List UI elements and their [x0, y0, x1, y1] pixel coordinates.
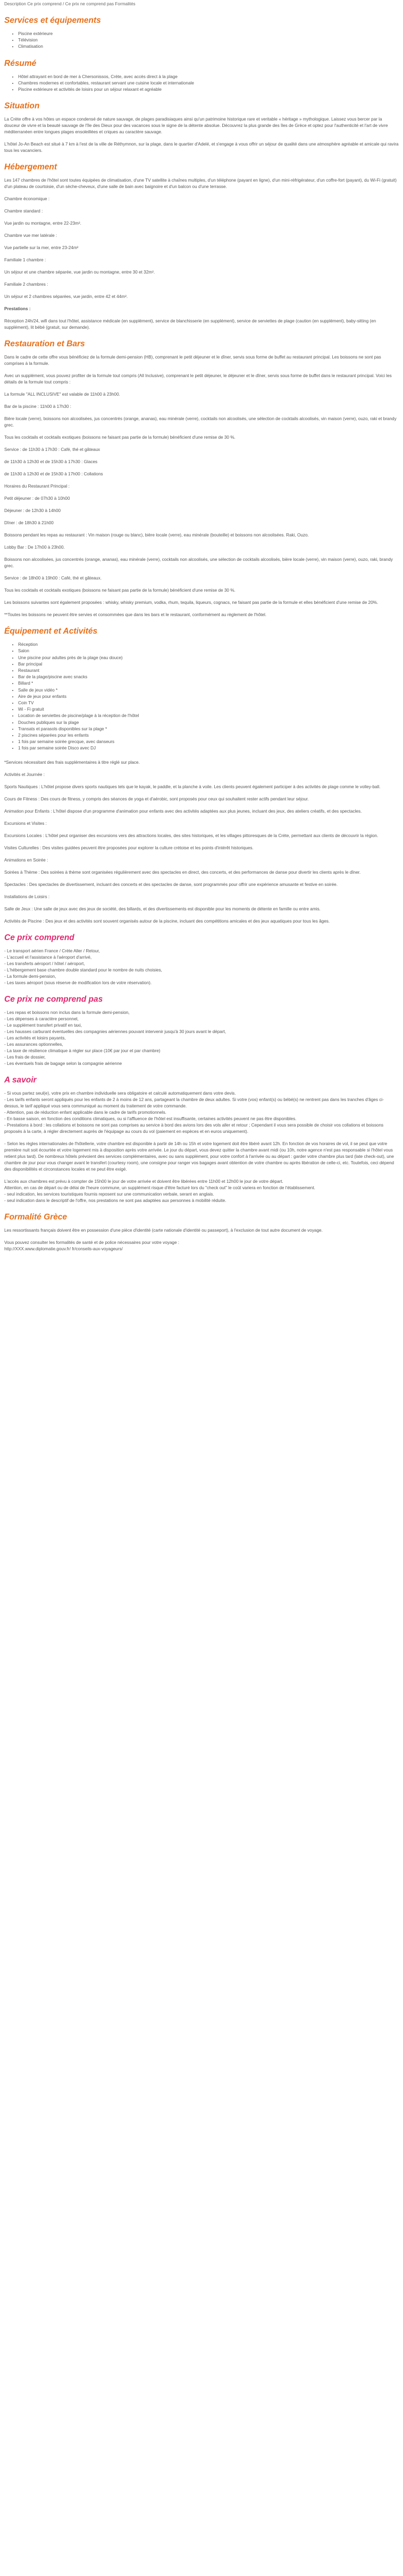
resume-list [4, 74, 399, 93]
list-item: • Restaurant [18, 668, 399, 674]
list-item: • Salon [18, 648, 399, 654]
paragraph: L'accès aux chambres est prévu à compter de 15h00 le jour de votre arrivée et doivent être libérées entre 11h00 et 12h00 le jour de votre départ. Attention, en cas de départ ou de délai de l'heure commune, un supplément risque d'être facturé lors du "check out" le coût variera en fonction de l'établissement. - seul indication, les services touristiques fournis reposent sur une communication verbale, serant en anglais. - seul indication dans le descriptif de l'offre, nos prestations ne sont pas adaptées aux personnes à mobilité réduite. [4, 1179, 315, 1203]
paragraph: - Selon les règles internationales de l'hôtellerie, votre chambre est disponible à partir de 14h ou 15h et votre logement doit être libéré avant 12h. En fonction de vos horaires de vol, il se peut que votre première nuit soit écourtée et votre logement mis à disposition après votre arrivée. Le jour du départ, vous devez quitter la chambre avant midi (ou 10h, notre agence n'est pas responsable si l'hôtel vous retient plus tard). De nombreux hôtels prévoient des services complémentaires, avec ou sans supplément, pour votre confort à l'arrivée ou au départ : garder votre chambre plus tard (late check-out), une chambre de jour pour vous changer avant le transfert (courtesy room), une consigne pour ranger vos bagages avant obtention de votre chambre ou après libération de celle-ci, etc. Toutefois, ceci dépend des disponibilités et circonstances locales et ne peut être exigé. [4, 1141, 394, 1172]
paragraph: Réception 24h/24, wifi dans tout l'hôtel, assistance médicale (en supplément), service de blanchisserie (en supplément), service de serviettes de plage (caution (en supplément), baby-sitting (en supplément), lit bébé (gratuit, sur demande). [4, 319, 376, 330]
services-title: Services et équipements [4, 16, 101, 25]
paragraph: Service : de 18h00 à 19h00 : Café, thé et gâteaux. [4, 576, 102, 581]
paragraph: La formule "ALL INCLUSIVE" est valable de 11h00 à 23h00. [4, 392, 120, 397]
comprend-title: Ce prix comprend [4, 933, 74, 942]
list-item: • Piscine extérieure et activités de loisirs pour un séjour relaxant et agréable [18, 87, 399, 93]
paragraph: Bar de la piscine : 11h00 à 17h30 : [4, 404, 71, 410]
paragraph: Tous les cocktails et cocktails exotiques (boissons ne faisant pas partie de la formule) bénéficient d'une remise de 30 %. [4, 435, 236, 440]
paragraph: Animations en Soirée : [4, 857, 48, 863]
list-item: • Coin TV [18, 700, 399, 706]
paragraph: Les 147 chambres de l'hôtel sont toutes équipées de climatisation, d'une TV satellite à chaînes multiples, d'un téléphone (payant en ligne), d'un mini-réfrigérateur, d'un coffre-fort (payant), du Wi-Fi (gratuit) d'un plateau de courtoisie, d'un sèche-cheveux, d'une salle de bain avec baignoire et d'un balcon ou d'une terrasse. [4, 178, 397, 190]
line: - Les frais de dossier, [4, 1054, 46, 1060]
list-item: • Wi - Fi gratuit [18, 706, 399, 713]
list-item: • 1 fois par semaine soirée grecque, avec danseurs [18, 739, 399, 745]
paragraph: de 11h30 à 12h30 et de 15h30 à 17h30 : Glaces [4, 459, 98, 465]
restauration-title: Restauration et Bars [4, 339, 85, 349]
list-item: • Une piscine pour adultes près de la plage (eau douce) [18, 655, 399, 661]
list-item: • Télévision [18, 37, 399, 44]
paragraph: Familiale 1 chambre : [4, 258, 46, 263]
list-item: • Bar principal [18, 661, 399, 668]
breadcrumb: Description Ce prix comprend / Ce prix ne comprend pas Formalités [4, 2, 136, 6]
list-item: • Location de serviettes de piscine/plage à la réception de l'hôtel [18, 713, 399, 719]
paragraph: Visites Culturelles : Des visites guidées peuvent être proposées pour explorer la culture crétoise et les points d'intérêt historiques. [4, 845, 254, 850]
resume-title: Résumé [4, 58, 37, 68]
paragraph: Petit déjeuner : de 07h30 à 10h00 [4, 496, 70, 501]
list-item: • Billard * [18, 680, 399, 687]
paragraph: Boissons pendant les repas au restaurant : Vin maison (rouge ou blanc), bière locale (verre), eau minérale (bouteille) et boissons non alcoolisées. Raki, Ouzo. [4, 533, 309, 538]
paragraph: Cours de Fitness : Des cours de fitness, y compris des séances de yoga et d'aérobic, sont proposés pour ceux qui souhaitent rester actifs pendant leur séjour. [4, 796, 309, 801]
list-item: • Climatisation [18, 44, 399, 50]
line: - Les repas et boissons non inclus dans la formule demi-pension, [4, 1010, 130, 1015]
paragraph: Dîner : de 18h30 à 21h00 [4, 521, 54, 526]
paragraph: Prestations : [4, 306, 31, 312]
list-item: • Chambres modernes et confortables, restaurant servant une cuisine locale et internationale [18, 80, 399, 87]
paragraph: Chambre standard : [4, 209, 43, 214]
line: - Les taxes aéroport (sous réserve de modification lors de votre réservation). [4, 980, 152, 985]
paragraph: Horaires du Restaurant Principal : [4, 484, 70, 489]
line: - Les assurances optionnelles, [4, 1042, 63, 1047]
line: - La taxe de résilience climatique à régler sur place (10€ par jour et par chambre) [4, 1048, 161, 1053]
list-item: • Hôtel attrayant en bord de mer à Chersonissos, Crète, avec accès direct à la plage [18, 74, 399, 80]
paragraph: de 11h30 à 12h30 et de 15h30 à 17h00 : Collations [4, 472, 103, 477]
paragraph: Tous les cocktails et cocktails exotiques (boissons ne faisant pas partie de la formule) bénéficient d'une remise de 30 %. [4, 588, 236, 593]
paragraph: Les boissons suivantes sont également proposées : whisky, whisky premium, vodka, rhum, tequila, liqueurs, cognacs, ne faisant pas partie de la formule et elles bénéficient d'une remise de 20%. [4, 600, 379, 605]
hebergement-title: Hébergement [4, 163, 57, 172]
paragraph: Boissons non alcoolisées, jus concentrés (orange, ananas), eau minérale (verre), cocktails non alcoolisés, une sélection de cocktails alcoolisés, bière locale (verre), vin maison (verre), ouzo, raki, brandy grec. [4, 557, 393, 569]
paragraph: Excursions et Visites : [4, 821, 47, 826]
line: - Les transferts aéroport / hôtel / aéroport, [4, 961, 85, 966]
paragraph: Lobby Bar : De 17h00 à 23h00. [4, 545, 65, 550]
paragraph: Service : de 11h30 à 17h30 : Café, thé et gâteaux [4, 447, 100, 453]
paragraph: Dans le cadre de cette offre vous bénéficiez de la formule demi-pension (HB), comprenant le petit déjeuner et le dîner, servis sous forme de buffet au restaurant principal. Les boissons ne sont pas comprises à la formule. [4, 355, 381, 366]
services-list [4, 31, 399, 50]
line: - Les dépenses à caractère personnel, [4, 1016, 79, 1021]
line: - Les éventuels frais de bagage selon la compagnie aérienne [4, 1061, 122, 1066]
paragraph: Installations de Loisirs : [4, 894, 50, 899]
paragraph: Vue jardin ou montagne, entre 22-23m². [4, 221, 81, 226]
list-item: • Réception [18, 642, 399, 648]
list-item: • Aire de jeux pour enfants [18, 694, 399, 700]
line: - Les activités et loisirs payants, [4, 1035, 66, 1040]
paragraph: Sports Nautiques : L'hôtel propose divers sports nautiques tels que le kayak, le paddle, et la planche à voile. Les clients peuvent également participer à des activités de plage comme le volley-ball. [4, 784, 381, 789]
line: - L'hébergement base chambre double standard pour le nombre de nuits choisies, [4, 967, 162, 973]
paragraph: Chambre économique : [4, 197, 50, 202]
list-item: • Transats et parasols disponibles sur la plage * [18, 726, 399, 732]
paragraph: Animation pour Enfants : L'hôtel dispose d'un programme d'animation pour enfants avec des activités adaptées aux plus jeunes, incluant des jeux, des ateliers créatifs, et des spectacles. [4, 808, 362, 814]
list-item: • 1 fois par semaine soirée Disco avec DJ [18, 745, 399, 752]
paragraph: *Services nécessitant des frais supplémentaires à titre réglé sur place. [4, 760, 140, 765]
list-item: • 2 piscines séparées pour les enfants [18, 732, 399, 739]
paragraph: Les ressortissants français doivent être en possession d'une pièce d'identité (carte nationale d'identité ou passeport), à l'exclusion de tout autre document de voyage. [4, 1227, 323, 1233]
paragraph: Déjeuner : de 12h30 à 14h00 [4, 508, 61, 514]
paragraph: **Toutes les boissons ne peuvent être servies et consommées que dans les bars et le restaurant, conformément au règlement de l'hôtel. [4, 612, 267, 618]
paragraph: Familiale 2 chambres : [4, 282, 48, 287]
line: - Le transport aérien France / Crète Aller / Retour, [4, 948, 100, 953]
line: - Le supplément transfert privatif en taxi, [4, 1022, 82, 1028]
formalites-title: Formalité Grèce [4, 1212, 68, 1222]
paragraph: L'hôtel Jo-An Beach est situé à 7 km à l'est de la ville de Réthymnon, sur la plage, dans le quartier d'Adelé, et s'engage à vous offrir un séjour de qualité dans une atmosphère agréable et amicale qui ravira tous les vacanciers. [4, 142, 399, 153]
paragraph: - Si vous partez seul(e), votre prix en chambre individuelle sera obligatoire et calculé automatiquement dans votre devis. - Les tarifs enfants seront appliqués pour les enfants de 2 à moins de 12 ans, partageant la chambre de deux adultes. Si votre (vos) enfant(s) ou bébé(s) ne rentrent pas dans les tranches d'âges ci-dessus, le tarif appliqué vous sera communiqué au moment du traitement de votre commande. - Attention, pas de réduction enfant applicable dans le cadre de tarifs promotionnels. - En basse saison, en fonction des conditions climatiques, ou si l'affluence de l'hôtel est insuffisante, certaines activités peuvent ne pas être disponibles. - Prestations à bord : les collations et boissons ne sont pas comprises au service à bord des avions lors des vols aller et retour ; Cependant il vous sera possible de choisir vos collations et boissons proposés à la carte, à régler directement auprès de l'équipage au cours du vol (paiement en espèces et en euros uniquement). [4, 1090, 384, 1134]
list-item: • Bar de la plage/piscine avec snacks [18, 674, 399, 680]
page [0, 0, 403, 1269]
equipement-title: Équipement et Activités [4, 627, 98, 636]
situation-title: Situation [4, 101, 40, 111]
paragraph: Vue partielle sur la mer, entre 23-24m² [4, 245, 79, 251]
paragraph: Un séjour et 2 chambres séparées, vue jardin, entre 42 et 44m². [4, 294, 128, 300]
savoir-title: A savoir [4, 1075, 37, 1085]
paragraph: Un séjour et une chambre séparée, vue jardin ou montagne, entre 30 et 32m². [4, 270, 155, 275]
ne-comprend-title: Ce prix ne comprend pas [4, 994, 103, 1004]
paragraph: Bière locale (verre), boissons non alcoolisées, jus concentrés (orange, ananas), eau minérale (verre), cocktails non alcoolisés, une sélection de cocktails alcoolisés, vin maison (verre), ouzo, raki et brandy grec. [4, 416, 397, 428]
line: - La formule demi-pension, [4, 974, 56, 979]
list-item: • Douches publiques sur la plage [18, 720, 399, 726]
paragraph: La Crète offre à vos hôtes un espace condensé de nature sauvage, de plages paradisiaques ainsi qu'un patrimoine historique rare et veritable « héritage » mythologique. Laissez vous bercer par la douceur de vivre et la beauté sauvage de l'île des Dieux pour des vacances sous le signe de la détente absolue. Découvrez la plus grande des îles de Grèce et optez pour l'authenticité et l'art de vivre méditerranéen entre longues plages ensoleillées et criques au caractère sauvage. [4, 117, 388, 135]
paragraph: Salle de Jeux : Une salle de jeux avec des jeux de société, des billards, et des divertissements est disponible pour les moments de détente en famille ou entre amis. [4, 906, 321, 911]
paragraph: Activités et Journée : [4, 772, 45, 777]
list-item: • Piscine extérieure [18, 31, 399, 37]
equipement-list [4, 642, 399, 752]
line: - L'accueil et l'assistance à l'aéroport d'arrivé, [4, 954, 92, 960]
paragraph: Chambre vue mer latérale : [4, 233, 57, 238]
paragraph: Avec un supplément, vous pouvez profiter de la formule tout compris (All Inclusive), comprenant le petit déjeuner, le déjeuner et le dîner, servis sous forme de buffet dans le restaurant principal. Voici les détails de la formule tout compris : [4, 373, 392, 385]
paragraph[interactable]: Vous pouvez consulter les formalités de santé et de police nécessaires pour votre voyage : http://XXX.www.diplomatie.gouv.fr/ fr/conseils-aux-voyageurs/ [4, 1240, 180, 1251]
list-item: • Salle de jeux vidéo * [18, 687, 399, 694]
paragraph: Excursions Locales : L'hôtel peut organiser des excursions vers des attractions locales, des sites historiques, et les villages pittoresques de la Crète, permettant aux clients de découvrir la région. [4, 833, 379, 838]
paragraph: Spectacles : Des spectacles de divertissement, incluant des concerts et des spectacles de danse, sont programmés pour offrir une expérience amusante et festive en soirée. [4, 882, 338, 887]
paragraph: Activités de Piscine : Des jeux et des activités sont souvent organisés autour de la piscine, incluant des compétitions amicales et des jeux aquatiques pour tous les âges. [4, 918, 330, 924]
line: - Les hausses carburant éventuelles des compagnies aériennes pouvant intervenir jusqu'à 30 jours avant le départ, [4, 1029, 226, 1034]
paragraph: Soirées à Thème : Des soirées à thème sont organisées régulièrement avec des spectacles en direct, des concerts, et des performances de danse pour divertir les clients après le dîner. [4, 869, 361, 875]
